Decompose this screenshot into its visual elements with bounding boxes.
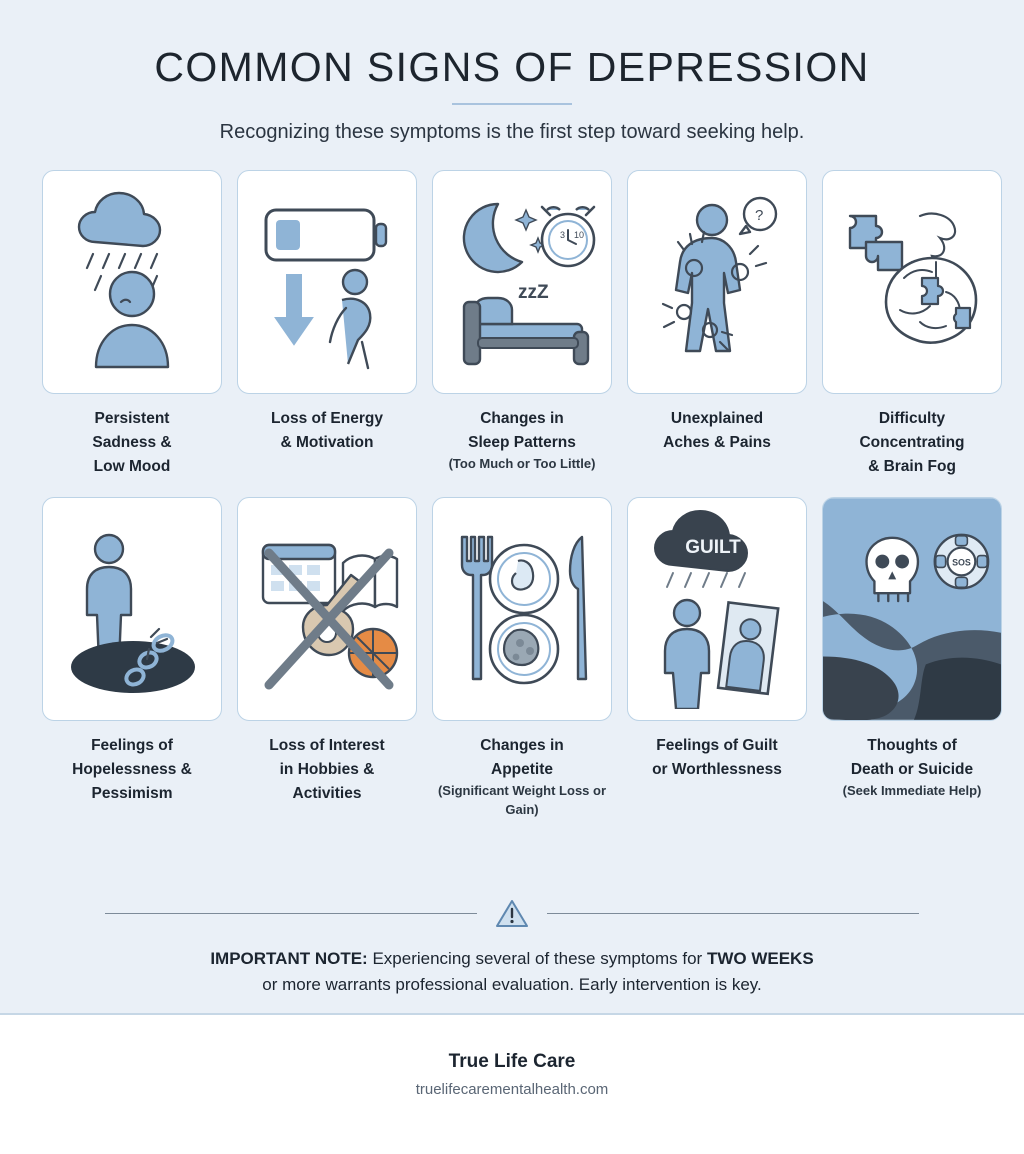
- sign-caption: Changes in Appetite (Significant Weight Loss or Gain): [437, 737, 607, 817]
- icon-card: [432, 170, 612, 394]
- sign-card-loss-of-energy[interactable]: [237, 170, 417, 479]
- sign-card-hopelessness[interactable]: [42, 497, 222, 820]
- footer-bar: [0, 1013, 1024, 1154]
- sign-caption: Difficulty Concentrating & Brain Fog: [859, 410, 965, 476]
- brand-name: True Life Care: [448, 1051, 576, 1072]
- sign-card-persistent-sadness[interactable]: [42, 170, 222, 479]
- icon-card: [822, 170, 1002, 394]
- sign-card-difficulty-concentrating[interactable]: [822, 170, 1002, 479]
- icon-card: [237, 170, 417, 394]
- plates-cutlery-stomach-icon: [434, 509, 610, 709]
- skull-cliff-sos-icon: [823, 497, 1001, 721]
- sign-card-changes-in-appetite[interactable]: [432, 497, 612, 820]
- important-note-section: [0, 898, 1024, 999]
- icon-card: [432, 497, 612, 721]
- sos-label-text: SOS: [952, 557, 971, 568]
- note-emphasis: TWO WEEKS: [706, 949, 814, 968]
- clock-right-number: 10: [574, 230, 585, 240]
- page-subtitle: Recognizing these symptoms is the first step toward seeking help.: [219, 121, 805, 143]
- moon-alarm-clock-bed-icon: [434, 182, 610, 382]
- important-note-text: [0, 946, 1024, 999]
- title-divider: [452, 103, 572, 105]
- question-mark-text: ?: [755, 207, 764, 224]
- sign-card-sleep-patterns[interactable]: [432, 170, 612, 479]
- sign-card-aches-pains[interactable]: [627, 170, 807, 479]
- clock-left-number: 3: [560, 230, 566, 240]
- sign-caption: Feelings of Hopelessness & Pessimism: [72, 737, 192, 803]
- signs-grid-row-2: [42, 497, 982, 820]
- sign-caption: Persistent Sadness & Low Mood: [92, 410, 172, 476]
- rain-cloud-sad-person-icon: [47, 182, 217, 382]
- sign-card-guilt-worthlessness[interactable]: [627, 497, 807, 820]
- header: [0, 0, 1024, 144]
- icon-card: [42, 497, 222, 721]
- note-body-before: Experiencing several of these symptoms for: [367, 949, 707, 968]
- sign-card-loss-of-interest[interactable]: [237, 497, 417, 820]
- note-divider-row: [0, 898, 1024, 928]
- note-body-after: or more warrants professional evaluation. Early intervention is key.: [262, 975, 762, 995]
- low-battery-tired-person-icon: [242, 182, 412, 382]
- sign-caption: Unexplained Aches & Pains: [663, 410, 771, 452]
- warning-triangle-icon: [495, 898, 529, 928]
- brand-url[interactable]: truelifecarementalhealth.com: [415, 1081, 609, 1098]
- guilt-label-text: GUILT: [685, 537, 741, 559]
- icon-card: [627, 170, 807, 394]
- signs-grid-row-1: [42, 170, 982, 479]
- sign-caption: Loss of Interest in Hobbies & Activities: [269, 737, 385, 803]
- crossed-out-hobbies-icon: [239, 509, 415, 709]
- sign-caption: Loss of Energy & Motivation: [271, 410, 383, 452]
- divider-left: [105, 913, 477, 914]
- sign-caption: Feelings of Guilt or Worthlessness: [652, 737, 782, 779]
- divider-right: [547, 913, 919, 914]
- body-pain-points-icon: [632, 182, 802, 382]
- icon-card: [42, 170, 222, 394]
- sign-caption: Thoughts of Death or Suicide (Seek Immediate Help): [842, 737, 982, 799]
- sign-caption: Changes in Sleep Patterns (Too Much or Too Little): [448, 410, 596, 472]
- note-prefix: IMPORTANT NOTE:: [210, 949, 368, 968]
- guilt-cloud-mirror-icon: [629, 509, 805, 709]
- icon-card: [822, 497, 1002, 721]
- icon-card: [627, 497, 807, 721]
- page-title: COMMON SIGNS OF DEPRESSION: [154, 44, 870, 90]
- sign-card-thoughts-of-death[interactable]: [822, 497, 1002, 820]
- sleep-z-text: zzZ: [518, 282, 549, 303]
- person-broken-chain-pit-icon: [47, 509, 217, 709]
- icon-card: [237, 497, 417, 721]
- brain-puzzle-fog-icon: [824, 182, 1000, 382]
